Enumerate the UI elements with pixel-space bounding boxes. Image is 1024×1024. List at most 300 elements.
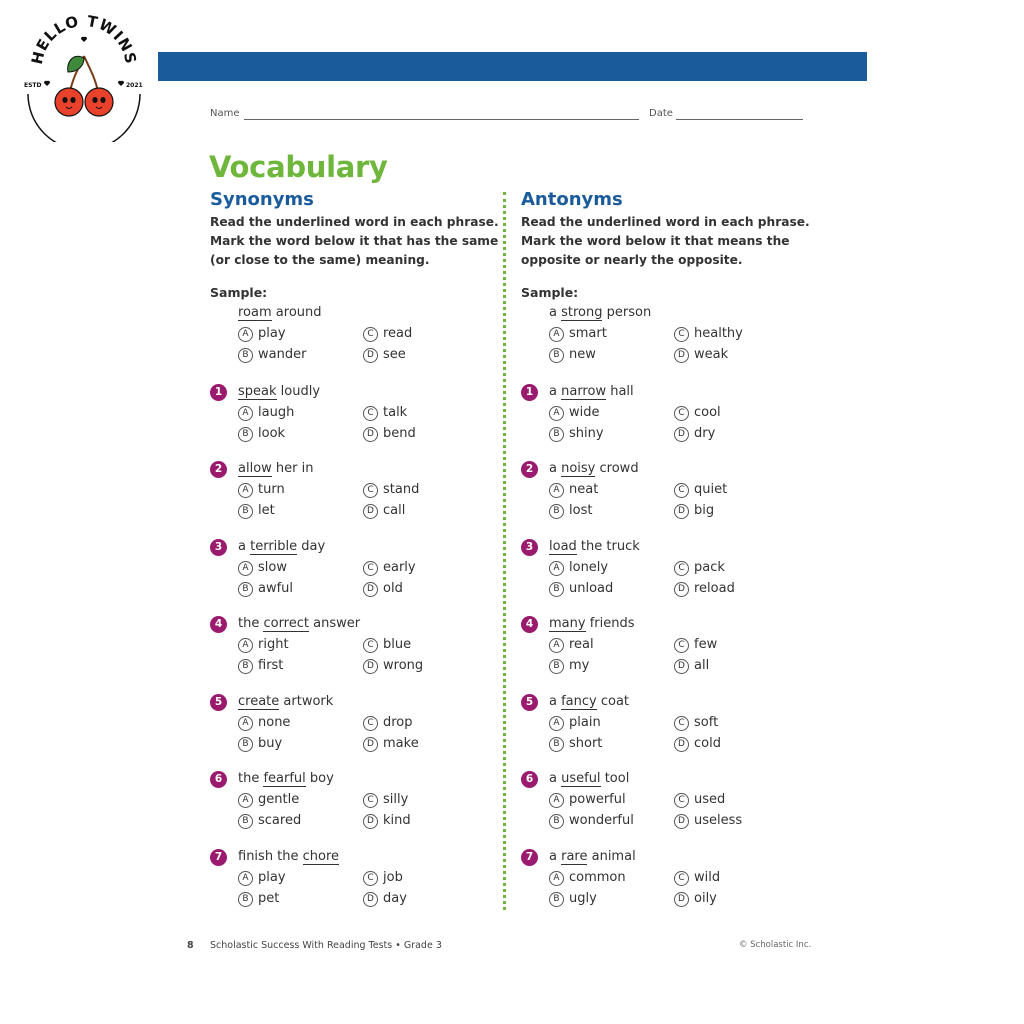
answer-option[interactable]	[363, 580, 403, 598]
question-phrase	[549, 538, 640, 556]
answer-option-label: gentle	[258, 792, 300, 807]
underlined-word: chore	[302, 848, 340, 864]
answer-option-label: right	[258, 637, 289, 652]
answer-option-label: unload	[569, 580, 614, 596]
underlined-word: noisy	[561, 461, 596, 476]
synonym-question	[210, 693, 500, 757]
underlined-word: narrow	[561, 383, 607, 399]
answer-option-label: bend	[383, 425, 416, 441]
synonym-question	[210, 460, 500, 524]
answer-option[interactable]	[238, 735, 282, 753]
answer-bubble-icon[interactable]: A	[549, 871, 564, 886]
phrase-suffix: crowd	[595, 461, 639, 476]
answer-option[interactable]	[238, 714, 290, 732]
antonyms-section	[521, 188, 811, 906]
answer-option-label: short	[569, 735, 603, 751]
answer-option-label: awful	[258, 580, 294, 596]
answer-option-label: drop	[383, 714, 413, 730]
answer-bubble-icon[interactable]: D	[674, 737, 689, 752]
answer-bubble-icon[interactable]: A	[238, 638, 253, 653]
answer-option[interactable]	[363, 425, 416, 443]
answer-option-label: play	[258, 326, 286, 341]
name-field-line	[244, 119, 639, 120]
answer-bubble-icon[interactable]: A	[549, 561, 564, 576]
answer-option[interactable]	[238, 580, 293, 598]
answer-bubble-icon[interactable]: A	[238, 327, 253, 342]
answer-option[interactable]	[674, 714, 718, 732]
answer-bubble-icon[interactable]: A	[549, 793, 564, 808]
answer-option-label: reload	[694, 580, 735, 596]
antonyms-instructions: Read the underlined word in each phrase. Mark the word below it that means the opposite or nearly the opposite.	[521, 215, 810, 267]
phrase-suffix: friends	[585, 616, 635, 631]
answer-bubble-icon[interactable]: D	[674, 504, 689, 519]
answer-option[interactable]	[674, 890, 717, 908]
synonyms-heading: Synonyms	[210, 189, 314, 210]
question-number-badge: 3	[210, 539, 227, 556]
question-number-badge: 7	[521, 849, 538, 866]
phrase-suffix: loudly	[276, 383, 321, 399]
synonyms-sample-label: Sample:	[210, 285, 268, 300]
answer-bubble-icon[interactable]: A	[238, 716, 253, 731]
answer-bubble-icon[interactable]: C	[363, 871, 378, 886]
answer-option-label: wild	[694, 869, 721, 885]
answer-option-label: laugh	[258, 404, 295, 420]
question-number-badge: 3	[521, 539, 538, 556]
answer-bubble-icon[interactable]: B	[238, 348, 253, 363]
phrase-prefix: a	[549, 848, 562, 864]
answer-option[interactable]	[363, 735, 419, 753]
answer-option-label: silly	[383, 792, 409, 807]
question-number-badge: 2	[210, 461, 227, 478]
cherry-logo-icon	[20, 14, 148, 142]
answer-option[interactable]	[363, 890, 407, 908]
question-phrase	[549, 460, 639, 478]
answer-option[interactable]	[549, 714, 601, 732]
underlined-word: allow	[238, 461, 272, 476]
hello-twins-logo	[20, 14, 148, 142]
synonym-sample-item	[210, 304, 500, 368]
answer-option-label: real	[569, 637, 594, 652]
answer-option[interactable]	[674, 502, 714, 520]
answer-option[interactable]	[674, 869, 720, 887]
answer-option-label: buy	[258, 735, 283, 751]
answer-bubble-icon[interactable]: D	[674, 659, 689, 674]
page-title: Vocabulary	[209, 150, 388, 184]
answer-option[interactable]	[363, 502, 405, 520]
answer-bubble-icon[interactable]: C	[674, 793, 689, 808]
answer-option-label: useless	[694, 813, 743, 828]
answer-option-label: blue	[383, 637, 412, 652]
question-number-badge: 5	[210, 694, 227, 711]
answer-option[interactable]	[549, 346, 596, 364]
phrase-suffix: the truck	[576, 538, 640, 554]
answer-option-label: scared	[258, 813, 302, 828]
answer-option-label: powerful	[569, 792, 626, 807]
question-phrase	[238, 770, 334, 788]
answer-option-label: quiet	[694, 482, 728, 497]
answer-bubble-icon[interactable]: D	[363, 659, 378, 674]
answer-option[interactable]	[549, 791, 626, 809]
phrase-suffix: day	[297, 538, 326, 554]
answer-option[interactable]	[549, 636, 594, 654]
answer-option[interactable]	[238, 559, 287, 577]
answer-option-label: play	[258, 869, 286, 885]
answer-option[interactable]	[549, 325, 607, 343]
answer-option[interactable]	[363, 346, 406, 364]
answer-bubble-icon[interactable]: B	[238, 737, 253, 752]
answer-bubble-icon[interactable]: A	[549, 327, 564, 342]
phrase-prefix: a	[549, 305, 562, 320]
answer-bubble-icon[interactable]: C	[363, 716, 378, 731]
answer-option[interactable]	[674, 735, 721, 753]
answer-option[interactable]	[549, 890, 597, 908]
answer-option[interactable]	[363, 325, 412, 343]
date-label: Date	[649, 108, 673, 119]
phrase-suffix: person	[602, 305, 652, 320]
answer-option-label: weak	[694, 347, 729, 362]
answer-option-label: pet	[258, 890, 280, 906]
answer-bubble-icon[interactable]: B	[549, 659, 564, 674]
phrase-suffix: animal	[587, 848, 636, 864]
answer-bubble-icon[interactable]: B	[238, 659, 253, 674]
antonyms-heading: Antonyms	[521, 189, 623, 210]
answer-option-label: day	[383, 890, 407, 906]
answer-option-label: healthy	[694, 326, 743, 341]
answer-bubble-icon[interactable]: D	[363, 582, 378, 597]
question-phrase	[549, 615, 635, 633]
answer-bubble-icon[interactable]: B	[238, 892, 253, 907]
answer-bubble-icon[interactable]: C	[363, 638, 378, 653]
answer-bubble-icon[interactable]: A	[238, 406, 253, 421]
copyright: © Scholastic Inc.	[739, 940, 812, 950]
answer-bubble-icon[interactable]: C	[363, 406, 378, 421]
question-phrase	[238, 615, 360, 633]
answer-bubble-icon[interactable]: B	[549, 737, 564, 752]
answer-option-label: lonely	[569, 559, 609, 575]
answer-option[interactable]	[674, 325, 743, 343]
answer-option[interactable]	[238, 869, 286, 887]
name-date-line	[210, 108, 810, 124]
answer-option-label: first	[258, 658, 284, 673]
synonym-question	[210, 615, 500, 679]
answer-option-label: talk	[383, 404, 408, 420]
answer-bubble-icon[interactable]: A	[238, 483, 253, 498]
answer-bubble-icon[interactable]: D	[363, 504, 378, 519]
synonym-question	[210, 538, 500, 602]
phrase-prefix: a	[549, 693, 562, 709]
phrase-prefix: the	[238, 616, 264, 631]
answer-bubble-icon[interactable]: C	[674, 483, 689, 498]
answer-option-label: oily	[694, 890, 717, 906]
svg-text:HELLO TWINS: HELLO TWINS	[27, 14, 141, 67]
answer-option-label: let	[258, 503, 275, 518]
answer-bubble-icon[interactable]: A	[238, 561, 253, 576]
antonym-question	[521, 693, 811, 757]
answer-bubble-icon[interactable]: B	[238, 427, 253, 442]
answer-option-label: used	[694, 792, 726, 807]
answer-option[interactable]	[363, 791, 408, 809]
answer-option-label: few	[694, 637, 718, 652]
answer-option[interactable]	[238, 812, 301, 830]
answer-bubble-icon[interactable]: A	[238, 871, 253, 886]
answer-option[interactable]	[238, 791, 299, 809]
answer-bubble-icon[interactable]: D	[674, 348, 689, 363]
question-phrase	[238, 460, 313, 478]
answer-bubble-icon[interactable]: B	[549, 892, 564, 907]
underlined-word: fancy	[561, 693, 597, 709]
answer-option-label: turn	[258, 482, 285, 497]
date-field-line	[676, 119, 803, 120]
answer-bubble-icon[interactable]: B	[549, 427, 564, 442]
phrase-suffix: answer	[309, 616, 361, 631]
answer-option[interactable]	[549, 657, 589, 675]
answer-option[interactable]	[549, 580, 613, 598]
question-phrase	[549, 304, 651, 322]
answer-option-label: wander	[258, 347, 307, 362]
underlined-word: terrible	[250, 538, 298, 554]
answer-option[interactable]	[549, 559, 608, 577]
answer-option-label: stand	[383, 482, 420, 497]
answer-option-label: look	[258, 425, 286, 441]
answer-option[interactable]	[674, 559, 725, 577]
answer-option[interactable]	[363, 657, 423, 675]
answer-option[interactable]	[674, 657, 709, 675]
answer-option[interactable]	[238, 481, 285, 499]
question-phrase	[238, 848, 339, 866]
header-band	[158, 52, 867, 81]
underlined-word: rare	[561, 848, 588, 864]
underlined-word: roam	[238, 305, 272, 320]
page-number: 8	[187, 940, 194, 951]
question-phrase	[238, 538, 325, 556]
answer-option-label: big	[694, 503, 715, 518]
answer-option-label: plain	[569, 714, 601, 730]
answer-option[interactable]	[238, 890, 279, 908]
answer-option-label: pack	[694, 559, 725, 575]
answer-bubble-icon[interactable]: B	[238, 582, 253, 597]
synonyms-instructions: Read the underlined word in each phrase. Mark the word below it that has the same (or close to the same) meaning.	[210, 215, 499, 267]
answer-bubble-icon[interactable]: C	[674, 561, 689, 576]
answer-option-label: wonderful	[569, 813, 634, 828]
answer-option[interactable]	[549, 735, 602, 753]
book-title: Scholastic Success With Reading Tests • Grade 3	[210, 940, 442, 951]
answer-option[interactable]	[238, 502, 275, 520]
question-phrase	[549, 848, 636, 866]
answer-option-label: my	[569, 658, 590, 673]
svg-text:ESTD: ESTD	[24, 82, 42, 89]
underlined-word: correct	[263, 616, 309, 631]
answer-bubble-icon[interactable]: A	[549, 483, 564, 498]
answer-bubble-icon[interactable]: C	[674, 406, 689, 421]
antonym-question	[521, 538, 811, 602]
antonym-question	[521, 848, 811, 912]
answer-option-label: soft	[694, 714, 719, 730]
answer-option[interactable]	[363, 869, 403, 887]
answer-option[interactable]	[238, 657, 283, 675]
answer-option-label: new	[569, 347, 596, 362]
answer-option-label: call	[383, 503, 406, 518]
phrase-prefix: the	[238, 771, 264, 786]
answer-option[interactable]	[549, 481, 598, 499]
answer-bubble-icon[interactable]: B	[549, 582, 564, 597]
answer-option[interactable]	[238, 404, 294, 422]
antonym-question	[521, 383, 811, 447]
question-number-badge: 6	[210, 771, 227, 788]
answer-option-label: common	[569, 869, 626, 885]
phrase-suffix: hall	[606, 383, 634, 399]
answer-option[interactable]	[674, 346, 728, 364]
answer-option-label: make	[383, 735, 419, 751]
answer-bubble-icon[interactable]: A	[549, 638, 564, 653]
synonym-question	[210, 383, 500, 447]
underlined-word: speak	[238, 383, 277, 399]
answer-bubble-icon[interactable]: D	[363, 814, 378, 829]
answer-bubble-icon[interactable]: D	[363, 427, 378, 442]
answer-option-label: slow	[258, 559, 287, 575]
question-number-badge: 6	[521, 771, 538, 788]
answer-option-label: wide	[569, 404, 600, 420]
answer-bubble-icon[interactable]: C	[674, 871, 689, 886]
svg-text:2021: 2021	[126, 82, 143, 89]
answer-option[interactable]	[238, 325, 286, 343]
answer-option[interactable]	[674, 425, 715, 443]
answer-bubble-icon[interactable]: D	[363, 737, 378, 752]
answer-bubble-icon[interactable]: B	[549, 348, 564, 363]
answer-option[interactable]	[674, 636, 717, 654]
antonym-sample-item	[521, 304, 811, 368]
answer-option[interactable]	[363, 636, 411, 654]
antonym-question	[521, 770, 811, 834]
question-number-badge: 5	[521, 694, 538, 711]
answer-option-label: lost	[569, 503, 593, 518]
answer-option[interactable]	[549, 425, 604, 443]
answer-bubble-icon[interactable]: D	[674, 582, 689, 597]
phrase-prefix: a	[549, 461, 562, 476]
phrase-prefix: a	[549, 771, 562, 786]
answer-option-label: neat	[569, 482, 599, 497]
answer-option-label: read	[383, 326, 413, 341]
synonym-question	[210, 770, 500, 834]
name-label: Name	[210, 108, 240, 119]
underlined-word: useful	[561, 771, 601, 786]
answer-bubble-icon[interactable]: B	[549, 814, 564, 829]
phrase-prefix: a	[549, 383, 562, 399]
underlined-word: many	[549, 616, 586, 631]
synonyms-section	[210, 188, 500, 906]
phrase-suffix: boy	[305, 771, 334, 786]
answer-bubble-icon[interactable]: A	[549, 406, 564, 421]
phrase-suffix: around	[271, 305, 322, 320]
answer-option-label: job	[383, 869, 403, 885]
answer-bubble-icon[interactable]: A	[549, 716, 564, 731]
answer-option-label: wrong	[383, 658, 424, 673]
underlined-word: load	[549, 538, 577, 554]
answer-option-label: old	[383, 580, 403, 596]
answer-bubble-icon[interactable]: C	[363, 483, 378, 498]
answer-bubble-icon[interactable]: B	[238, 814, 253, 829]
column-divider	[503, 192, 507, 910]
answer-bubble-icon[interactable]: B	[549, 504, 564, 519]
answer-option[interactable]	[674, 404, 721, 422]
answer-bubble-icon[interactable]: C	[363, 327, 378, 342]
question-phrase	[238, 383, 320, 401]
question-number-badge: 7	[210, 849, 227, 866]
answer-bubble-icon[interactable]: D	[363, 348, 378, 363]
question-number-badge: 2	[521, 461, 538, 478]
answer-option-label: cold	[694, 735, 721, 751]
question-phrase	[238, 304, 322, 322]
answer-bubble-icon[interactable]: D	[363, 892, 378, 907]
answer-bubble-icon[interactable]: A	[238, 793, 253, 808]
synonym-question	[210, 848, 500, 912]
phrase-suffix: tool	[600, 771, 630, 786]
answer-option-label: kind	[383, 813, 411, 828]
answer-bubble-icon[interactable]: D	[674, 892, 689, 907]
underlined-word: fearful	[263, 771, 306, 786]
answer-option[interactable]	[674, 580, 735, 598]
answer-option[interactable]	[549, 869, 626, 887]
answer-bubble-icon[interactable]: D	[674, 814, 689, 829]
answer-option[interactable]	[674, 481, 727, 499]
answer-option-label: dry	[694, 425, 716, 441]
answer-option[interactable]	[238, 636, 289, 654]
phrase-suffix: artwork	[279, 693, 334, 709]
question-number-badge: 1	[521, 384, 538, 401]
question-phrase	[238, 693, 333, 711]
antonym-question	[521, 460, 811, 524]
answer-option-label: cool	[694, 404, 721, 420]
question-number-badge: 4	[210, 616, 227, 633]
answer-bubble-icon[interactable]: C	[674, 716, 689, 731]
answer-option-label: ugly	[569, 890, 597, 906]
answer-option-label: early	[383, 559, 416, 575]
question-phrase	[549, 770, 629, 788]
answer-option[interactable]	[549, 812, 634, 830]
answer-bubble-icon[interactable]: B	[238, 504, 253, 519]
phrase-suffix: her in	[271, 461, 314, 476]
answer-bubble-icon[interactable]: C	[363, 561, 378, 576]
answer-bubble-icon[interactable]: C	[674, 327, 689, 342]
answer-option-label: shiny	[569, 425, 604, 441]
phrase-prefix: finish the	[238, 848, 303, 864]
answer-option[interactable]	[363, 559, 416, 577]
answer-option-label: smart	[569, 326, 607, 341]
answer-bubble-icon[interactable]: C	[674, 638, 689, 653]
answer-option[interactable]	[549, 502, 592, 520]
antonym-question	[521, 615, 811, 679]
question-phrase	[549, 693, 629, 711]
phrase-prefix: a	[238, 538, 251, 554]
underlined-word: strong	[561, 305, 603, 320]
question-number-badge: 4	[521, 616, 538, 633]
answer-bubble-icon[interactable]: C	[363, 793, 378, 808]
question-number-badge: 1	[210, 384, 227, 401]
underlined-word: create	[238, 693, 280, 709]
answer-option-label: see	[383, 347, 406, 362]
answer-option[interactable]	[674, 791, 725, 809]
answer-option[interactable]	[363, 714, 413, 732]
answer-option[interactable]	[363, 812, 411, 830]
answer-option[interactable]	[238, 425, 285, 443]
question-phrase	[549, 383, 634, 401]
phrase-suffix: coat	[596, 693, 630, 709]
answer-bubble-icon[interactable]: D	[674, 427, 689, 442]
answer-option[interactable]	[674, 812, 742, 830]
answer-option[interactable]	[363, 404, 407, 422]
answer-option[interactable]	[363, 481, 419, 499]
answer-option[interactable]	[238, 346, 306, 364]
answer-option[interactable]	[549, 404, 600, 422]
